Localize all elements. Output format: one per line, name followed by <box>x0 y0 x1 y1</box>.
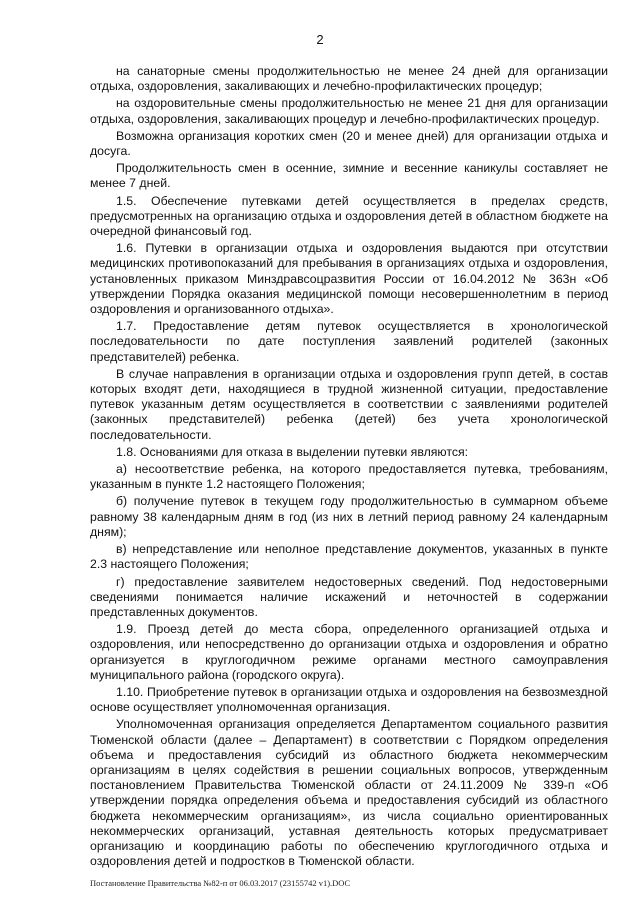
paragraph: на санаторные смены продолжительностью не менее 24 дней для организации отдыха, оздоровления, закаливающих и лечебно-профилактических процедур; <box>90 64 608 94</box>
paragraph: б) получение путевок в текущем году продолжительностью в суммарном объеме равному 38 календарным дням в год (из них в летний период равному 24 календарным дням); <box>90 494 608 539</box>
paragraph: 1.8. Основаниями для отказа в выделении путевки являются: <box>116 444 469 459</box>
paragraph: г) предоставление заявителем недостоверных сведений. Под недостоверными сведениями понимается наличие искажений и неточностей в содержании представленных документов. <box>90 574 608 619</box>
paragraph: В случае направления в организации отдыха и оздоровления групп детей, в состав которых входят дети, находящиеся в трудной жизненной ситуации, предоставление путевок указанным детям осуществляется в соответствии с заявлениями родителей (законных представителей) ребенка (детей) без учета хронологической последовательности. <box>90 366 608 442</box>
paragraph: а) несоответствие ребенка, на которого предоставляется путевка, требованиям, указанным в пункте 1.2 настоящего Положения; <box>90 462 608 492</box>
paragraph: на оздоровительные смены продолжительностью не менее 21 дня для организации отдыха, оздоровления, закаливающих процедур и лечебно-профилактических процедур. <box>90 96 608 126</box>
paragraph: 1.5. Обеспечение путевками детей осуществляется в пределах средств, предусмотренных на организацию отдыха и оздоровления детей в областном бюджете на очередной финансовый год. <box>90 193 608 239</box>
paragraph: 1.7. Предоставление детям путевок осуществляется в хронологической последовательности по дате поступления заявлений родителей (законных представителей) ребенка. <box>90 319 608 364</box>
document-body <box>90 64 608 871</box>
paragraph: в) непредставление или неполное представление документов, указанных в пункте 2.3 настоящего Положения; <box>90 542 608 572</box>
paragraph: 1.10. Приобретение путевок в организации отдыха и оздоровления на безвозмездной основе осуществляет уполномоченная организация. <box>90 684 608 715</box>
paragraph: Уполномоченная организация определяется Департаментом социального развития Тюменской области (далее – Департамент) в соответствии с Порядком определения объема и предоставления субсидий из областного бюджета некоммерческим организациям в целях содействия в решении социальных вопросов, утвержденным постановлением Правительства Тюменской области от 24.11.2009 № 339-п «Об утверждении порядка определения объема и предоставления субсидий из областного бюджета некоммерческим организациям», из числа социально ориентированных некоммерческих организаций, уставная деятельность которых предусматривает организацию и координацию работы по обеспечению круглогодичного отдыха и оздоровления детей и подростков в Тюменской области. <box>90 717 608 869</box>
paragraph: Продолжительность смен в осенние, зимние и весенние каникулы составляет не менее 7 дней. <box>90 161 608 191</box>
page-number: 2 <box>316 32 324 47</box>
paragraph: 1.6. Путевки в организации отдыха и оздоровления выдаются при отсутствии медицинских противопоказаний для пребывания в организациях отдыха и оздоровления, установленных приказом Минздравсоцразвития России от 16.04.2012 № 363н «Об утверждении Порядка оказания медицинской помощи несовершеннолетним в период оздоровления и организованного отдыха». <box>90 241 608 317</box>
paragraph: Возможна организация коротких смен (20 и менее дней) для организации отдыха и досуга. <box>90 128 608 159</box>
paragraph: 1.9. Проезд детей до места сбора, определенного организацией отдыха и оздоровления, или непосредственно до организации отдыха и оздоровления и обратно организуется в круглогодичном режиме органами местного самоуправления муниципального района (городского округа). <box>90 622 608 682</box>
document-footer: Постановление Правительства №82-п от 06.03.2017 (23155742 v1).DOC <box>90 878 351 888</box>
